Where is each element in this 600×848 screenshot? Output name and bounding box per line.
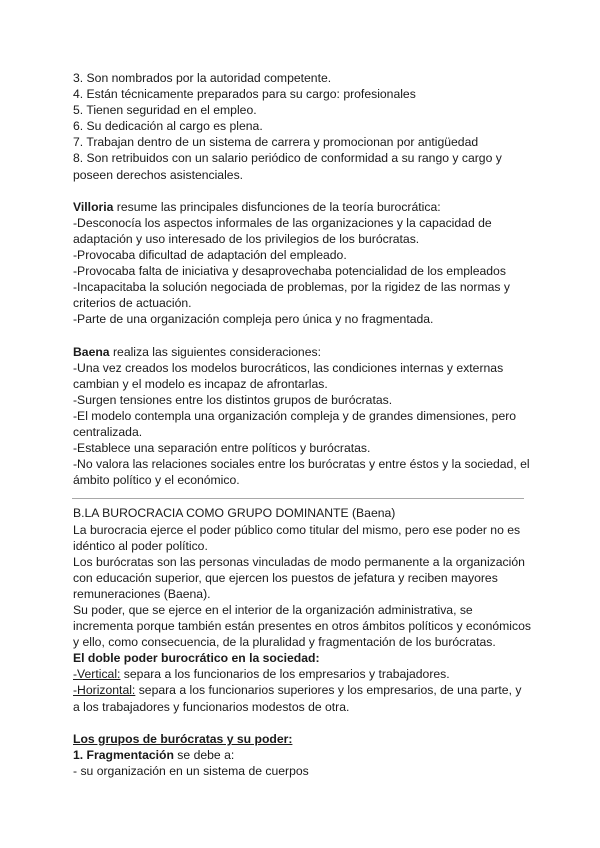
spacer: [73, 183, 533, 199]
section-heading: B.LA BUROCRACIA COMO GRUPO DOMINANTE (Baena): [73, 506, 396, 521]
list-item: 7. Trabajan dentro de un sistema de carrera y promocionan por antigüedad: [73, 135, 479, 150]
baena-intro-text: realiza las siguientes consideraciones:: [109, 344, 321, 359]
villoria-author: Villoria: [73, 199, 114, 214]
baena-line: cambian y el modelo es incapaz de afrontarlas.: [73, 376, 328, 391]
horizontal-text: separa a los funcionarios superiores y los empresarios, de una parte, y: [135, 683, 522, 698]
vertical-label: -Vertical:: [73, 667, 121, 682]
horizontal-continuation: a los trabajadores y funcionarios modestos de otra.: [73, 699, 350, 714]
vertical-text: separa a los funcionarios de los empresarios y trabajadores.: [120, 667, 450, 682]
villoria-line: adaptación y uso interesado de los privilegios de los burócratas.: [73, 231, 420, 246]
baena-intro: [73, 344, 533, 360]
list-item: 5. Tienen seguridad en el empleo.: [73, 103, 257, 118]
paragraph-line: y ello, como consecuencia, de la pluralidad y fragmentación de los burócratas.: [73, 635, 496, 650]
villoria-intro: [73, 199, 533, 215]
horizontal-label: -Horizontal:: [73, 683, 136, 698]
paragraph-line: con educación superior, que ejercen los puestos de jefatura y reciben mayores: [73, 570, 498, 585]
baena-line: -No valora las relaciones sociales entre los burócratas y entre éstos y la sociedad, el: [73, 457, 530, 472]
villoria-intro-text: resume las principales disfunciones de la teoría burocrática:: [113, 199, 441, 214]
fragmentacion-sub: - su organización en un sistema de cuerpos: [73, 763, 309, 778]
baena-line: -Surgen tensiones entre los distintos grupos de burócratas.: [73, 392, 393, 407]
baena-line: centralizada.: [73, 425, 143, 440]
baena-line: ámbito político y el económico.: [73, 473, 240, 488]
spacer: [73, 328, 533, 344]
paragraph-line: remuneraciones (Baena).: [73, 586, 211, 601]
villoria-line: -Incapacitaba la solución negociada de problemas, por la rigidez de las normas y: [73, 280, 510, 295]
list-item-continuation: poseen derechos asistenciales.: [73, 167, 244, 182]
villoria-line: -Desconocía los aspectos informales de las organizaciones y la capacidad de: [73, 215, 492, 230]
paragraph-line: Su poder, que se ejerce en el interior de la organización administrativa, se: [73, 603, 473, 617]
fragmentacion-item: [73, 747, 533, 763]
paragraph-line: idéntico al poder político.: [73, 538, 208, 553]
baena-line: -Establece una separación entre políticos y burócratas.: [73, 441, 371, 456]
list-item: 3. Son nombrados por la autoridad competente.: [73, 71, 332, 85]
list-item: 6. Su dedicación al cargo es plena.: [73, 119, 263, 134]
list-item: 4. Están técnicamente preparados para su cargo: profesionales: [73, 87, 416, 102]
baena-author: Baena: [73, 344, 110, 359]
villoria-line: criterios de actuación.: [73, 296, 192, 311]
vertical-item: [73, 666, 533, 682]
villoria-line: -Provocaba dificultad de adaptación del empleado.: [73, 248, 347, 263]
list-item: 8. Son retribuidos con un salario periódico de conformidad a su rango y cargo y: [73, 151, 502, 166]
paragraph-line: Los burócratas son las personas vinculadas de modo permanente a la organización: [73, 554, 525, 569]
villoria-line: -Provocaba falta de iniciativa y desaprovechaba potencialidad de los empleados: [73, 264, 506, 279]
paragraph-line: La burocracia ejerce el poder público como titular del mismo, pero ese poder no es: [73, 522, 521, 537]
paragraph-line: incrementa porque también están presentes en otros ámbitos políticos y económicos: [73, 619, 531, 634]
villoria-line: -Parte de una organización compleja pero única y no fragmentada.: [73, 312, 434, 327]
grupos-title: Los grupos de burócratas y su poder:: [73, 731, 293, 746]
fragmentacion-text: se debe a:: [173, 747, 235, 762]
baena-line: -El modelo contempla una organización compleja y de grandes dimensiones, pero: [73, 408, 517, 423]
spacer: [73, 715, 533, 731]
horizontal-item: [73, 682, 533, 698]
fragmentacion-label: 1. Fragmentación: [73, 747, 174, 762]
document-page: [73, 70, 533, 779]
horizontal-divider: [72, 498, 524, 499]
doble-poder-title: El doble poder burocrático en la sociedad:: [73, 651, 320, 666]
baena-line: -Una vez creados los modelos burocráticos, las condiciones internas y externas: [73, 360, 504, 375]
